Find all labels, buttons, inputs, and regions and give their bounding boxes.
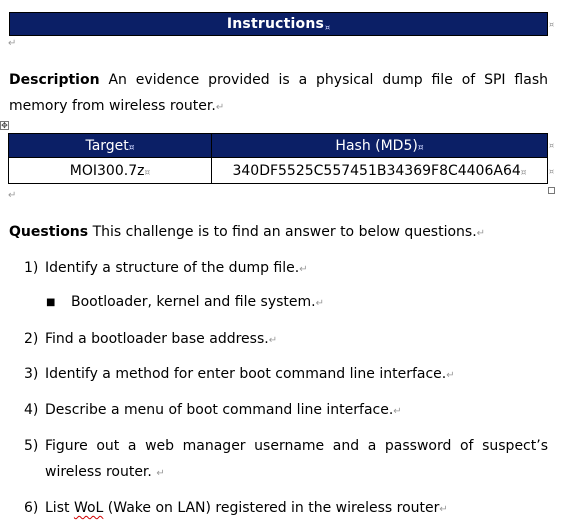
table-resize-handle[interactable] (548, 187, 555, 194)
question-item: 1) Identify a structure of the dump file.↵ (24, 260, 308, 276)
table-row (9, 158, 548, 184)
description-label: Description (9, 72, 100, 88)
spellcheck-word[interactable]: WoL (73, 500, 104, 516)
bullet-icon: ■ (46, 297, 56, 308)
cell-mark: ¤ (325, 22, 331, 32)
questions-label: Questions (9, 224, 89, 240)
bullet-item: ■ Bootloader, kernel and file system.↵ (46, 291, 324, 315)
header-target: Target¤ (9, 134, 212, 158)
instructions-header (9, 12, 548, 36)
cell-hash: 340DF5525C557451B34369F8C4406A64¤ (212, 158, 548, 184)
description-paragraph (9, 67, 548, 121)
questions-paragraph: Questions This challenge is to find an answer to below questions.↵ (9, 224, 486, 240)
question-item: 6) List WoL (Wake on LAN) registered in the wireless router↵ (24, 500, 448, 516)
table-move-handle[interactable]: ✥ (1, 121, 8, 130)
question-item: 3) Identify a method for enter boot command line interface.↵ (24, 366, 455, 382)
paragraph-mark: ↵ (215, 102, 225, 113)
question-item: 4) Describe a menu of boot command line interface.↵ (24, 402, 402, 418)
row-end-mark: ¤ (549, 20, 555, 29)
row-end-mark: ¤ (549, 167, 555, 176)
paragraph-mark: ↵ (8, 38, 17, 49)
description-text: An evidence provided is a physical dump file of SPI flash memory from wireless router. (9, 72, 548, 114)
question-item: 2) Find a bootloader base address.↵ (24, 331, 278, 347)
row-end-mark: ¤ (549, 141, 555, 150)
questions-intro: This challenge is to find an answer to below questions. (92, 224, 477, 240)
hash-table (8, 133, 548, 184)
header-hash: Hash (MD5)¤ (212, 134, 548, 158)
question-item: 5) Figure out a web manager username and a password of suspect’s wireless router. ↵ (24, 438, 548, 480)
instructions-title: Instructions (226, 16, 325, 32)
table-header-row (9, 134, 548, 158)
paragraph-mark: ↵ (8, 190, 17, 201)
cell-target: MOI300.7z¤ (9, 158, 212, 184)
